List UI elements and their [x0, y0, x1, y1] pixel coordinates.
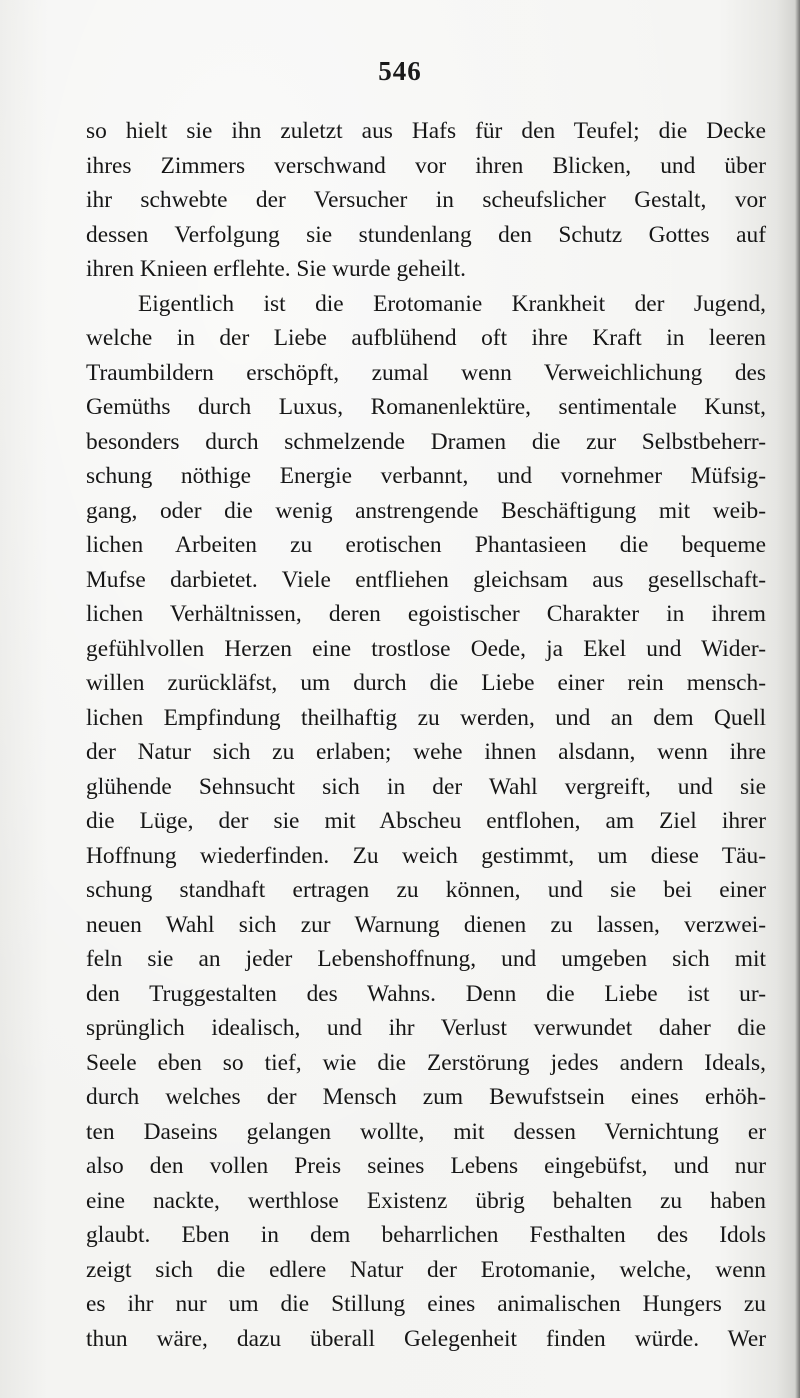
- text-line: feln sie an jeder Lebenshoffnung, und umgeben sich mit: [86, 946, 766, 972]
- text-line: welche in der Liebe aufblühend oft ihre Kraft in leeren: [86, 325, 766, 351]
- text-line: thun wäre, dazu überall Gelegenheit finden würde. Wer: [86, 1325, 766, 1352]
- text-line: lichen Arbeiten zu erotischen Phantasieen die bequeme: [86, 532, 766, 558]
- text-line: die Lüge, der sie mit Abscheu entflohen, am Ziel ihrer: [86, 808, 766, 834]
- text-line: glühende Sehnsucht sich in der Wahl vergreift, und sie: [86, 773, 766, 800]
- text-line: so hielt sie ihn zuletzt aus Hafs für den Teufel; die Decke: [86, 118, 766, 144]
- text-line: Hoffnung wiederfinden. Zu weich gestimmt, um diese Täu-: [86, 842, 766, 869]
- body-text: [86, 114, 766, 1356]
- text-line: willen zurückläfst, um durch die Liebe einer rein mensch-: [86, 670, 766, 696]
- text-line: eine nackte, werthlose Existenz übrig behalten zu haben: [86, 1187, 766, 1214]
- text-line: zeigt sich die edlere Natur der Erotomanie, welche, wenn: [86, 1256, 766, 1283]
- text-line: lichen Verhältnissen, deren egoistischer Charakter in ihrem: [86, 601, 766, 627]
- text-line: dessen Verfolgung sie stundenlang den Schutz Gottes auf: [86, 221, 766, 248]
- text-line: glaubt. Eben in dem beharrlichen Festhalten des Idols: [86, 1222, 766, 1248]
- text-line: es ihr nur um die Stillung eines animalischen Hungers zu: [86, 1291, 766, 1317]
- page-edge-shadow: [795, 0, 800, 1398]
- text-line: schung nöthige Energie verbannt, und vornehmer Müfsig-: [86, 463, 766, 489]
- text-line: Traumbildern erschöpft, zumal wenn Verweichlichung des: [86, 359, 766, 386]
- text-line: Mufse darbietet. Viele entfliehen gleichsam aus gesellschaft-: [86, 566, 766, 593]
- text-line: also den vollen Preis seines Lebens eingebüfst, und nur: [86, 1153, 766, 1179]
- text-line: Seele eben so tief, wie die Zerstörung jedes andern Ideals,: [86, 1049, 766, 1076]
- text-line: ihres Zimmers verschwand vor ihren Blicken, und über: [86, 152, 766, 179]
- text-line: der Natur sich zu erlaben; wehe ihnen alsdann, wenn ihre: [86, 739, 766, 765]
- text-line: sprünglich idealisch, und ihr Verlust verwundet daher die: [86, 1015, 766, 1041]
- text-line: lichen Empfindung theilhaftig zu werden, und an dem Quell: [86, 704, 766, 731]
- text-line: schung standhaft ertragen zu können, und sie bei einer: [86, 877, 766, 903]
- text-line: besonders durch schmelzende Dramen die zur Selbstbeherr-: [86, 428, 766, 455]
- text-line: ihr schwebte der Versucher in scheufslicher Gestalt, vor: [86, 187, 766, 213]
- page-number: 546: [378, 56, 422, 86]
- text-line: gefühlvollen Herzen eine trostlose Oede, ja Ekel und Wider-: [86, 635, 766, 662]
- text-line: neuen Wahl sich zur Warnung dienen zu lassen, verzwei-: [86, 911, 766, 938]
- text-line: Gemüths durch Luxus, Romanenlektüre, sentimentale Kunst,: [86, 394, 766, 420]
- text-line: Eigentlich ist die Erotomanie Krankheit der Jugend,: [138, 290, 766, 317]
- text-line: durch welches der Mensch zum Bewufstsein eines erhöh-: [86, 1084, 766, 1110]
- text-line: ihren Knieen erflehte. Sie wurde geheilt.: [86, 256, 466, 282]
- text-line: gang, oder die wenig anstrengende Beschäftigung mit weib-: [86, 497, 766, 524]
- text-line: den Truggestalten des Wahns. Denn die Liebe ist ur-: [86, 980, 766, 1007]
- text-line: ten Daseins gelangen wollte, mit dessen Vernichtung er: [86, 1118, 766, 1145]
